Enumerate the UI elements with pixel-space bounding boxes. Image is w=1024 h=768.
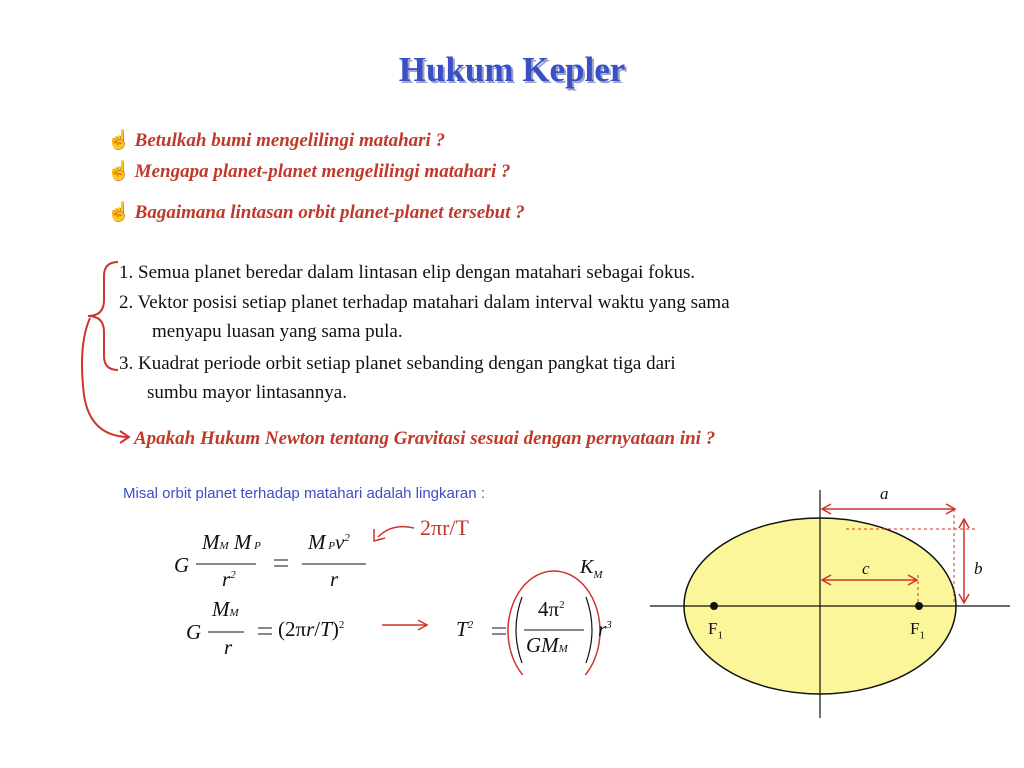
focus-right-label [910, 619, 925, 641]
law-2-line-1: 2. Vektor posisi setiap planet terhadap matahari dalam interval waktu yang sama [119, 292, 730, 313]
pointing-hand-icon: ☝ [107, 130, 131, 151]
question-3-text: Bagaimana lintasan orbit planet-planet tersebut ? [134, 202, 525, 223]
ellipse-diagram [640, 480, 1024, 730]
page-title: Hukum Kepler [398, 50, 626, 89]
focus-right-letter: F [910, 619, 920, 638]
focus-right-dot [915, 602, 923, 610]
law-3-line-2: sumbu mayor lintasannya. [147, 382, 347, 403]
focal-distance-label: c [862, 559, 870, 578]
equation-block: G MM M P $r^2$ M Pv$^2$ r G MM r $(2\pi r/T)^2$ $T^2$ $4\pi^2$ GMM $r^3$ [160, 525, 620, 675]
law-3-line-1: 3. Kuadrat periode orbit setiap planet sebanding dengan pangkat tiga dari [119, 353, 676, 374]
focus-left-letter: F [708, 619, 718, 638]
pointing-hand-icon: ☝ [107, 202, 131, 223]
kepler-constant-symbol: K [580, 556, 594, 578]
semi-minor-axis-label: b [974, 559, 983, 578]
semi-major-axis-label: a [880, 484, 889, 503]
circular-orbit-assumption: Misal orbit planet terhadap matahari adalah lingkaran : [123, 485, 485, 502]
kepler-constant-subscript: M [593, 569, 603, 581]
question-2-text: Mengapa planet-planet mengelilingi matahari ? [134, 161, 511, 182]
focus-left-label [708, 619, 723, 641]
law-2-line-2: menyapu luasan yang sama pula. [152, 321, 403, 342]
focus-left-subscript: 1 [717, 629, 723, 642]
question-1-text: Betulkah bumi mengelilingi matahari ? [134, 130, 446, 151]
focus-left-dot [710, 602, 718, 610]
kepler-constant-label [580, 556, 603, 581]
velocity-substitution: 2πr/T [420, 515, 469, 540]
newton-question: Apakah Hukum Newton tentang Gravitasi sesuai dengan pernyataan ini ? [134, 428, 716, 449]
focus-right-subscript: 1 [919, 629, 925, 642]
law-1: 1. Semua planet beredar dalam lintasan elip dengan matahari sebagai fokus. [119, 262, 696, 283]
pointing-hand-icon: ☝ [107, 161, 131, 182]
law-bracket [88, 262, 118, 370]
